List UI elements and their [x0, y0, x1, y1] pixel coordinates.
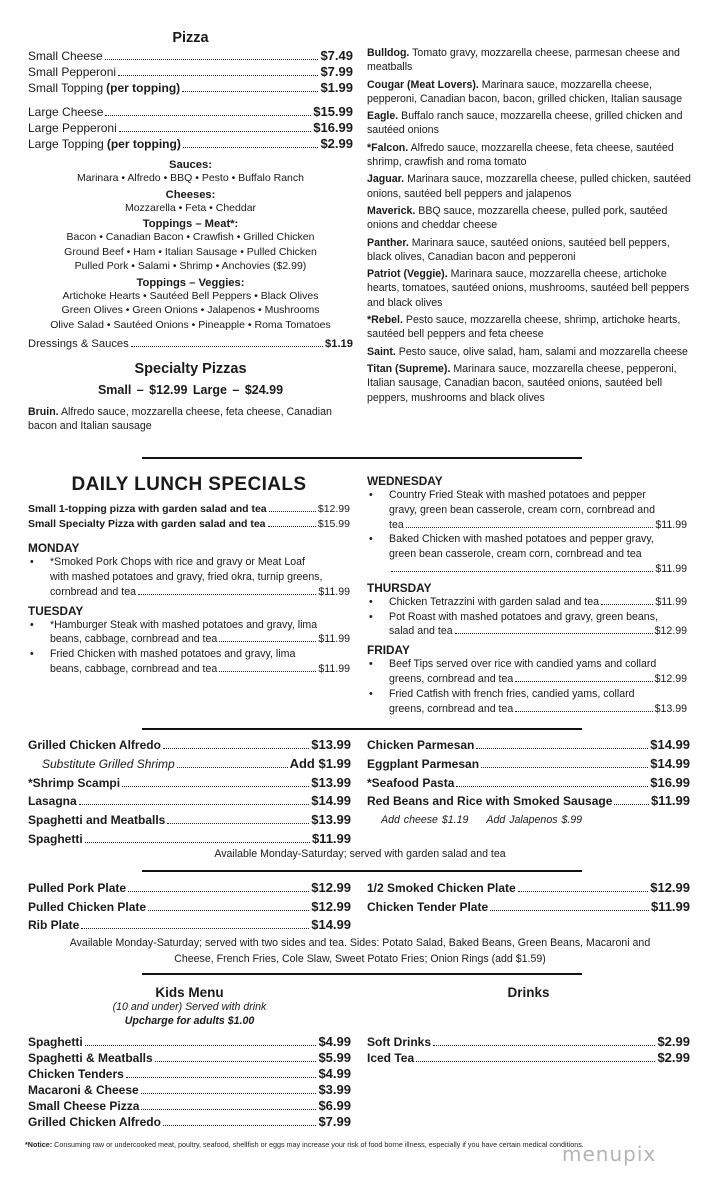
lunch-item-price-row	[389, 595, 687, 610]
sauces-heading: Sauces:	[169, 159, 212, 171]
specialty-item-desc: BBQ sauce, mozzarella cheese, pulled pork, sautéed onions and cheddar cheese	[367, 204, 668, 232]
day-items	[28, 555, 350, 599]
item-note: (per topping)	[106, 81, 181, 95]
lunch-item-line: • Beef Tips served over rice with candied yams and collard	[389, 658, 657, 671]
pasta-list-right	[367, 736, 690, 811]
lunch-item-price-row	[50, 662, 350, 677]
kids-subtitle: (10 and under) Served with drink	[112, 1001, 267, 1013]
specialty-item-name: Panther.	[367, 236, 409, 249]
item-label: Small Cheese Pizza	[28, 1099, 140, 1113]
item-label: Small Topping	[28, 81, 104, 95]
lunch-item-price: $11.99	[655, 518, 687, 531]
pasta-row	[367, 736, 690, 755]
specialty-item-desc: Marinara sauce, sautéed onions, sautéed bell peppers, black olives, Canadian bacon and pepperoni	[367, 236, 670, 263]
specialty-item	[367, 78, 692, 107]
dressings-label: Dressings & Sauces	[28, 338, 129, 350]
lunch-item-price-row	[389, 624, 687, 639]
specialty-pizza-list	[367, 46, 692, 408]
pizza-price-list	[28, 48, 353, 96]
item-label: Rib Plate	[28, 918, 80, 932]
lunch-item-price-row	[50, 585, 350, 600]
drink-row	[367, 1034, 690, 1050]
specialty-item	[367, 267, 692, 310]
kids-row	[28, 1034, 351, 1050]
pizza-title: Pizza	[172, 30, 209, 46]
veggie-toppings-line: Artichoke Hearts • Sautéed Bell Peppers • Black Olives	[62, 289, 319, 302]
item-label: Macaroni & Cheese	[28, 1083, 139, 1097]
lunch-item-line: • *Hamburger Steak with mashed potatoes and gravy, lima	[50, 618, 318, 631]
lunch-item-line: • Country Fried Steak with mashed potatoes and pepper	[389, 489, 646, 501]
lunch-item-line: • Pot Roast with mashed potatoes and gravy, green beans,	[389, 610, 658, 623]
lunch-item-line: • Baked Chicken with mashed potatoes and pepper gravy,	[389, 533, 654, 546]
lunch-item-line: salad and tea	[389, 625, 453, 638]
lunch-item-price: $11.99	[318, 662, 350, 675]
kids-upcharge: Upcharge for adults $1.00	[124, 1015, 255, 1027]
specialty-item-name: *Falcon.	[367, 141, 409, 154]
specialty-item-name: Patriot (Veggie).	[367, 268, 448, 281]
specialty-item-name: Bruin.	[28, 405, 59, 418]
lunch-item	[367, 532, 687, 576]
pizza-section	[28, 30, 353, 436]
pizza-price-row	[28, 120, 353, 136]
specialty-item-name: Maverick.	[367, 204, 416, 217]
lunch-item-price: $11.99	[318, 633, 350, 646]
day-tuesday	[28, 604, 350, 677]
day-heading: WEDNESDAY	[367, 474, 443, 488]
item-label: Spaghetti	[28, 831, 83, 846]
specialty-item-desc: Tomato gravy, mozzarella cheese, parmesan cheese and meatballs	[367, 47, 680, 74]
drink-row	[367, 1050, 690, 1066]
item-price: $13.99	[311, 737, 351, 752]
item-price: $14.99	[650, 737, 690, 752]
item-price: $11.99	[650, 793, 690, 809]
item-label: Substitute Grilled Shrimp	[42, 756, 175, 771]
item-label: Pulled Chicken Plate	[28, 899, 147, 914]
meat-toppings-heading: Toppings – Meat*:	[142, 218, 239, 230]
plate-row	[28, 916, 351, 935]
item-label: Spaghetti & Meatballs	[28, 1051, 153, 1065]
kids-row	[28, 1098, 351, 1114]
plates-note: Available Monday-Saturday; served with two sides and tea. Sides: Potato Salad, Baked Beans, Green Beans, Macaroni and Cheese, French Fries, Cole Slaw, Sweet Potato Fries; Onion Rings (add $1.59)	[69, 937, 651, 965]
kids-list	[28, 1034, 351, 1130]
item-label: Iced Tea	[367, 1051, 415, 1065]
item-label: Eggplant Parmesan	[367, 756, 480, 771]
item-price: $3.99	[318, 1082, 351, 1097]
day-wednesday	[367, 474, 687, 577]
specialty-title: Specialty Pizzas	[134, 360, 247, 377]
plates-list-left	[28, 879, 351, 935]
day-thursday	[367, 581, 687, 639]
lunch-item-line: with mashed potatoes and gravy, fried okra, turnip greens,	[50, 570, 323, 583]
specialty-item-desc: Pesto sauce, mozzarella cheese, shrimp, artichoke hearts, sautéed bell peppers and feta cheese	[367, 314, 681, 341]
item-label: 1/2 Smoked Chicken Plate	[367, 881, 516, 895]
meat-toppings-line: Bacon • Canadian Bacon • Crawfish • Grilled Chicken	[66, 231, 315, 243]
lunch-combo: Small Specialty Pizza with garden salad and tea $15.99	[28, 517, 350, 530]
specialty-item-name: Cougar (Meat Lovers).	[367, 78, 479, 91]
specialty-item	[367, 46, 692, 75]
lunch-item-price: $13.99	[654, 702, 687, 715]
item-label: Grilled Chicken Alfredo	[28, 738, 161, 752]
day-heading: FRIDAY	[367, 643, 410, 658]
pizza-price-row	[28, 48, 353, 64]
drinks-title: Drinks	[507, 985, 550, 1000]
item-note: (per topping)	[106, 137, 181, 151]
specialty-item-desc: Marinara sauce, mozzarella cheese, pulled chicken, sautéed onions, sautéed bell peppers and jalapenos	[367, 173, 691, 200]
item-label: *Shrimp Scampi	[28, 775, 121, 790]
lunch-item-price-row	[50, 632, 350, 647]
specialty-item-desc: Marinara sauce, mozzarella cheese, artichoke hearts, tomatoes, sautéed onions, mushrooms, sautéed bell peppers and black olives	[367, 268, 690, 309]
day-friday	[367, 643, 687, 716]
lunch-item	[28, 618, 350, 648]
item-price: $7.99	[318, 1114, 351, 1129]
item-price: $14.99	[311, 917, 351, 932]
pasta-list-right-wrap	[367, 736, 690, 829]
menupix-watermark: menupix	[562, 1142, 657, 1166]
item-label: Large Cheese	[28, 105, 104, 119]
lunch-combo: Small 1-topping pizza with garden salad and tea $12.99	[28, 503, 350, 515]
lunch-item-line: • Fried Chicken with mashed potatoes and gravy, lima	[50, 648, 296, 661]
specialty-item	[367, 172, 692, 201]
item-price: $12.99	[311, 898, 351, 914]
cheeses-heading: Cheeses:	[165, 188, 216, 201]
item-price: Add $1.99	[289, 755, 351, 771]
lunch-item-line: green bean casserole, cream corn, cornbread and tea	[389, 548, 642, 561]
kids-row	[28, 1050, 351, 1066]
pasta-row	[28, 792, 351, 811]
day-items	[367, 657, 687, 716]
item-label: *Seafood Pasta	[367, 775, 455, 790]
item-price: $16.99	[313, 120, 353, 135]
lunch-item-line: greens, cornbread and tea	[389, 702, 514, 715]
item-label: Grilled Chicken Alfredo	[28, 1115, 161, 1129]
pizza-price-row	[28, 136, 353, 152]
item-label: Chicken Tender Plate	[367, 899, 489, 914]
specialty-item-desc: Pesto sauce, olive salad, ham, salami and mozzarella cheese	[398, 345, 688, 358]
pasta-addons: Add cheese $1.19 Add Jalapenos $.99	[381, 814, 583, 827]
specialty-item	[367, 313, 692, 342]
dressings-price: $1.19	[325, 338, 353, 350]
lunch-item	[367, 595, 687, 610]
specialty-item-desc: Buffalo ranch sauce, mozzarella cheese, grilled chicken and sautéed onions	[367, 110, 683, 137]
lunch-item-price: $12.99	[654, 672, 687, 685]
pizza-price-row	[28, 80, 353, 96]
item-price: $4.99	[318, 1034, 351, 1049]
item-price: $7.49	[320, 48, 353, 63]
item-price: $14.99	[650, 755, 690, 771]
specialty-item-desc: Alfredo sauce, mozzarella cheese, feta cheese, sautéed shrimp, crawfish and roma tomato	[367, 141, 674, 169]
pasta-row	[28, 736, 351, 755]
specialty-item	[367, 109, 692, 138]
item-label: Small Cheese	[28, 49, 103, 63]
veggie-toppings-line: Olive Salad • Sautéed Onions • Pineapple • Roma Tomatoes	[50, 318, 331, 331]
divider	[142, 728, 582, 730]
meat-toppings-line: Ground Beef • Ham • Italian Sausage • Pulled Chicken	[64, 245, 317, 258]
lunch-item-price: $11.99	[318, 585, 350, 598]
kids-title: Kids Menu	[155, 985, 224, 1000]
specialty-item-desc: Marinara sauce, mozzarella cheese, pepperoni, Canadian bacon, bacon, grilled chicken, Italian sausage	[367, 78, 683, 105]
item-price: $5.99	[318, 1050, 351, 1065]
divider	[142, 973, 582, 975]
lunch-item-line: tea	[389, 518, 404, 531]
footer-notice: *Notice: Consuming raw or undercooked meat, poultry, seafood, shellfish or eggs may increase your risk of food borne illness, especially if you have certain medical conditions.	[25, 1140, 584, 1149]
day-heading: MONDAY	[28, 541, 80, 556]
lunch-item	[367, 657, 687, 687]
pasta-row	[28, 811, 351, 830]
day-items	[367, 488, 687, 577]
lunch-item-line: gravy, green bean casserole, cream corn, cornbread and	[389, 503, 655, 516]
veggie-toppings-line: Green Olives • Green Onions • Jalapenos • Mushrooms	[61, 304, 320, 316]
pizza-price-row	[28, 104, 353, 120]
pasta-row	[28, 774, 351, 793]
item-price: $16.99	[650, 774, 690, 790]
item-label: Chicken Parmesan	[367, 738, 475, 752]
specialty-item	[367, 236, 692, 265]
day-heading: THURSDAY	[367, 580, 432, 595]
drinks-list	[367, 1034, 690, 1066]
item-price: $2.99	[657, 1034, 690, 1049]
item-label: Large Topping	[28, 137, 104, 151]
specialty-item-name: Eagle.	[367, 110, 399, 123]
pasta-row	[367, 755, 690, 774]
item-price: $13.99	[311, 812, 351, 828]
drinks-menu	[367, 985, 690, 1066]
specialty-item-desc: Marinara sauce, mozzarella cheese, pepperoni, Italian sausage, Canadian bacon, sautéed onions, sautéed bell peppers, mushrooms and black olives	[367, 362, 677, 404]
pasta-row	[367, 774, 690, 793]
lunch-item	[28, 555, 350, 599]
item-price: $4.99	[318, 1066, 351, 1081]
plate-row	[28, 879, 351, 898]
lunch-item-price-row	[389, 562, 687, 577]
lunch-item-line: cornbread and tea	[50, 585, 136, 598]
lunch-item-price-row	[389, 702, 687, 717]
specialty-sizes: Small – $12.99 Large – $24.99	[97, 382, 284, 397]
lunch-item-price-row	[389, 672, 687, 687]
specialty-item-name: Bulldog.	[367, 47, 410, 59]
item-price: $7.99	[320, 64, 353, 79]
specialty-item-name: Jaguar.	[367, 173, 405, 186]
pizza-price-row	[28, 64, 353, 80]
day-monday	[28, 541, 350, 599]
specialty-item	[367, 204, 692, 233]
cheeses-list: Mozzarella • Feta • Cheddar	[124, 201, 257, 214]
item-price: $11.99	[650, 898, 690, 914]
item-price: $13.99	[311, 774, 351, 790]
plate-row	[367, 879, 690, 898]
item-label: Spaghetti	[28, 1035, 83, 1049]
item-label: Spaghetti and Meatballs	[28, 813, 166, 828]
lunch-item-line: greens, cornbread and tea	[389, 672, 514, 685]
item-price: $12.99	[650, 880, 690, 895]
plates-list-right	[367, 879, 690, 916]
pasta-row	[367, 792, 690, 811]
day-heading: TUESDAY	[28, 603, 84, 618]
item-price: $2.99	[320, 136, 353, 151]
lunch-left	[28, 474, 350, 677]
kids-row	[28, 1082, 351, 1098]
pasta-row	[28, 830, 351, 849]
specialty-item	[367, 141, 692, 170]
lunch-title: DAILY LUNCH SPECIALS	[71, 474, 307, 495]
lunch-item	[28, 647, 350, 677]
lunch-item-line: • Fried Catfish with french fries, candied yams, collard	[389, 687, 635, 700]
item-label: Small Pepperoni	[28, 65, 117, 79]
day-items	[28, 618, 350, 677]
kids-menu	[28, 985, 351, 1130]
sauces-list: Marinara • Alfredo • BBQ • Pesto • Buffalo Ranch	[77, 172, 304, 184]
specialty-item-name: Saint.	[367, 345, 396, 358]
lunch-item-price: $11.99	[655, 562, 687, 575]
item-price: $15.99	[313, 104, 353, 119]
lunch-item-line: beans, cabbage, cornbread and tea	[50, 662, 218, 675]
pasta-row	[28, 755, 351, 774]
item-price: $14.99	[311, 793, 351, 809]
lunch-item-line: • *Smoked Pork Chops with rice and gravy or Meat Loaf	[50, 556, 305, 569]
item-label: Red Beans and Rice with Smoked Sausage	[367, 794, 613, 809]
lunch-item-price-row	[389, 518, 687, 533]
day-items	[367, 595, 687, 639]
lunch-item-price: $11.99	[655, 595, 687, 608]
item-price: $6.99	[318, 1098, 351, 1113]
kids-row	[28, 1114, 351, 1130]
item-price: $2.99	[657, 1050, 690, 1065]
lunch-item	[367, 687, 687, 717]
dressings-row	[28, 337, 353, 353]
pasta-note: Available Monday-Saturday; served with garden salad and tea	[214, 848, 506, 860]
item-label: Pulled Pork Plate	[28, 881, 127, 895]
divider	[142, 457, 582, 459]
item-price: $11.99	[311, 830, 351, 846]
lunch-item	[367, 610, 687, 640]
specialty-item-name: *Rebel.	[367, 314, 403, 327]
plate-row	[367, 898, 690, 917]
lunch-right	[367, 470, 687, 716]
item-label: Chicken Tenders	[28, 1067, 124, 1081]
meat-toppings-line: Pulled Pork • Salami • Shrimp • Anchovies ($2.99)	[74, 260, 307, 272]
pasta-list-left	[28, 736, 351, 849]
lunch-item-line: beans, cabbage, cornbread and tea	[50, 633, 218, 646]
divider	[142, 870, 582, 872]
item-label: Large Pepperoni	[28, 121, 117, 135]
specialty-item-name: Titan (Supreme).	[367, 362, 451, 375]
specialty-item	[367, 345, 692, 359]
item-price: $12.99	[311, 880, 351, 895]
lunch-item-line: • Chicken Tetrazzini with garden salad and tea	[389, 595, 600, 608]
item-price: $1.99	[320, 80, 353, 95]
plate-row	[28, 898, 351, 917]
specialty-item-desc: Alfredo sauce, mozzarella cheese, feta cheese, Canadian bacon and Italian sausage	[28, 405, 332, 432]
specialty-item	[28, 405, 353, 434]
lunch-item	[367, 488, 687, 532]
item-label: Lasagna	[28, 794, 77, 809]
specialty-item	[367, 362, 692, 405]
lunch-item-price: $12.99	[654, 625, 687, 638]
kids-row	[28, 1066, 351, 1082]
veggie-toppings-heading: Toppings – Veggies:	[136, 276, 245, 289]
pizza-price-list-large	[28, 104, 353, 152]
item-label: Soft Drinks	[367, 1035, 432, 1049]
